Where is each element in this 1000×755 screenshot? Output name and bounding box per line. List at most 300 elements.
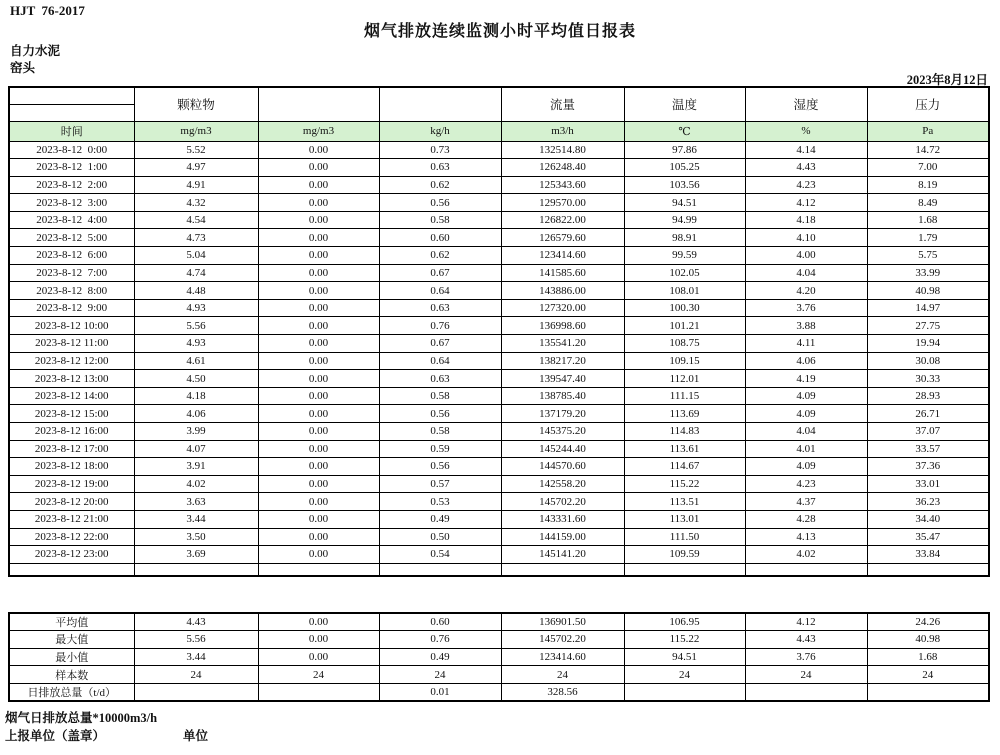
summary-value-cell: 24 <box>501 666 624 684</box>
unit-cell: kg/h <box>379 121 501 141</box>
empty-cell <box>134 563 258 576</box>
unit-cell: mg/m3 <box>258 121 379 141</box>
hour-row <box>9 299 989 317</box>
value-cell: 0.54 <box>379 546 501 564</box>
value-cell: 4.48 <box>134 282 258 300</box>
hour-row <box>9 335 989 353</box>
empty-cell <box>624 563 745 576</box>
value-cell: 99.59 <box>624 247 745 265</box>
unit-cell: mg/m3 <box>134 121 258 141</box>
summary-value-cell: 106.95 <box>624 613 745 631</box>
report-date: 2023年8月12日 <box>906 73 988 87</box>
hour-row <box>9 475 989 493</box>
value-cell: 105.25 <box>624 159 745 177</box>
hour-row <box>9 211 989 229</box>
time-cell: 2023-8-12 3:00 <box>9 194 134 212</box>
monitoring-point: 窑头 <box>10 61 36 75</box>
summary-value-cell: 4.43 <box>134 613 258 631</box>
hour-row <box>9 317 989 335</box>
value-cell: 138785.40 <box>501 387 624 405</box>
header-pm: 颗粒物 <box>134 87 258 121</box>
value-cell: 3.69 <box>134 546 258 564</box>
summary-row <box>9 613 989 631</box>
value-cell: 0.00 <box>258 264 379 282</box>
unit-cell: m3/h <box>501 121 624 141</box>
time-cell: 2023-8-12 2:00 <box>9 176 134 194</box>
table-header <box>9 87 989 141</box>
value-cell: 4.04 <box>745 423 867 441</box>
value-cell: 3.76 <box>745 299 867 317</box>
empty-cell <box>867 563 989 576</box>
value-cell: 113.69 <box>624 405 745 423</box>
value-cell: 100.30 <box>624 299 745 317</box>
unit-cell: Pa <box>867 121 989 141</box>
hour-row <box>9 159 989 177</box>
footer-unit-label: 单位 <box>183 729 209 743</box>
time-cell: 2023-8-12 1:00 <box>9 159 134 177</box>
value-cell: 111.50 <box>624 528 745 546</box>
value-cell: 0.00 <box>258 176 379 194</box>
summary-value-cell: 24 <box>379 666 501 684</box>
value-cell: 0.59 <box>379 440 501 458</box>
header-blank-cell <box>9 104 134 121</box>
value-cell: 142558.20 <box>501 475 624 493</box>
header-blank-cell <box>258 87 379 121</box>
value-cell: 14.97 <box>867 299 989 317</box>
value-cell: 0.50 <box>379 528 501 546</box>
value-cell: 4.18 <box>745 211 867 229</box>
hour-row <box>9 370 989 388</box>
value-cell: 0.56 <box>379 405 501 423</box>
value-cell: 37.07 <box>867 423 989 441</box>
value-cell: 0.00 <box>258 493 379 511</box>
hour-row <box>9 546 989 564</box>
value-cell: 115.22 <box>624 475 745 493</box>
summary-value-cell: 0.76 <box>379 631 501 649</box>
value-cell: 0.00 <box>258 510 379 528</box>
value-cell: 4.91 <box>134 176 258 194</box>
hour-row <box>9 194 989 212</box>
value-cell: 125343.60 <box>501 176 624 194</box>
summary-value-cell <box>624 683 745 701</box>
summary-value-cell: 1.68 <box>867 648 989 666</box>
value-cell: 0.00 <box>258 247 379 265</box>
value-cell: 126579.60 <box>501 229 624 247</box>
value-cell: 3.91 <box>134 458 258 476</box>
time-cell: 2023-8-12 9:00 <box>9 299 134 317</box>
value-cell: 4.02 <box>134 475 258 493</box>
value-cell: 109.59 <box>624 546 745 564</box>
time-cell: 2023-8-12 8:00 <box>9 282 134 300</box>
value-cell: 139547.40 <box>501 370 624 388</box>
value-cell: 4.97 <box>134 159 258 177</box>
value-cell: 0.00 <box>258 528 379 546</box>
summary-label-cell: 最小值 <box>9 648 134 666</box>
value-cell: 0.73 <box>379 141 501 159</box>
summary-table <box>8 612 990 702</box>
value-cell: 145375.20 <box>501 423 624 441</box>
value-cell: 5.52 <box>134 141 258 159</box>
value-cell: 35.47 <box>867 528 989 546</box>
value-cell: 8.49 <box>867 194 989 212</box>
value-cell: 0.67 <box>379 335 501 353</box>
value-cell: 5.75 <box>867 247 989 265</box>
time-cell: 2023-8-12 7:00 <box>9 264 134 282</box>
value-cell: 4.93 <box>134 299 258 317</box>
value-cell: 14.72 <box>867 141 989 159</box>
value-cell: 4.01 <box>745 440 867 458</box>
value-cell: 4.13 <box>745 528 867 546</box>
value-cell: 4.50 <box>134 370 258 388</box>
value-cell: 0.62 <box>379 176 501 194</box>
value-cell: 4.20 <box>745 282 867 300</box>
hour-row <box>9 176 989 194</box>
time-cell: 2023-8-12 11:00 <box>9 335 134 353</box>
value-cell: 4.61 <box>134 352 258 370</box>
summary-value-cell: 0.49 <box>379 648 501 666</box>
page-title: 烟气排放连续监测小时平均值日报表 <box>363 23 636 40</box>
value-cell: 4.93 <box>134 335 258 353</box>
hour-row <box>9 264 989 282</box>
time-cell: 2023-8-12 13:00 <box>9 370 134 388</box>
summary-label-cell: 日排放总量（t/d） <box>9 683 134 701</box>
value-cell: 0.00 <box>258 546 379 564</box>
hour-row <box>9 493 989 511</box>
value-cell: 102.05 <box>624 264 745 282</box>
value-cell: 0.67 <box>379 264 501 282</box>
value-cell: 4.06 <box>745 352 867 370</box>
hour-row <box>9 423 989 441</box>
empty-cell <box>501 563 624 576</box>
value-cell: 0.00 <box>258 194 379 212</box>
value-cell: 0.00 <box>258 405 379 423</box>
time-cell: 2023-8-12 21:00 <box>9 510 134 528</box>
summary-rows <box>9 613 989 701</box>
hour-row <box>9 141 989 159</box>
summary-value-cell: 0.01 <box>379 683 501 701</box>
value-cell: 4.10 <box>745 229 867 247</box>
value-cell: 0.56 <box>379 458 501 476</box>
value-cell: 126822.00 <box>501 211 624 229</box>
value-cell: 0.58 <box>379 211 501 229</box>
time-cell: 2023-8-12 10:00 <box>9 317 134 335</box>
value-cell: 112.01 <box>624 370 745 388</box>
value-cell: 4.54 <box>134 211 258 229</box>
value-cell: 3.50 <box>134 528 258 546</box>
value-cell: 4.02 <box>745 546 867 564</box>
value-cell: 5.56 <box>134 317 258 335</box>
header-humidity: 湿度 <box>745 87 867 121</box>
time-cell: 2023-8-12 14:00 <box>9 387 134 405</box>
value-cell: 4.32 <box>134 194 258 212</box>
value-cell: 33.57 <box>867 440 989 458</box>
value-cell: 123414.60 <box>501 247 624 265</box>
value-cell: 114.67 <box>624 458 745 476</box>
summary-value-cell: 0.00 <box>258 631 379 649</box>
value-cell: 0.60 <box>379 229 501 247</box>
value-cell: 1.68 <box>867 211 989 229</box>
value-cell: 0.64 <box>379 352 501 370</box>
time-cell: 2023-8-12 19:00 <box>9 475 134 493</box>
value-cell: 0.00 <box>258 387 379 405</box>
empty-cell <box>379 563 501 576</box>
time-cell: 2023-8-12 0:00 <box>9 141 134 159</box>
value-cell: 126248.40 <box>501 159 624 177</box>
summary-value-cell: 3.44 <box>134 648 258 666</box>
value-cell: 19.94 <box>867 335 989 353</box>
value-cell: 4.14 <box>745 141 867 159</box>
summary-row <box>9 666 989 684</box>
value-cell: 143331.60 <box>501 510 624 528</box>
value-cell: 103.56 <box>624 176 745 194</box>
summary-value-cell: 0.00 <box>258 613 379 631</box>
time-cell: 2023-8-12 22:00 <box>9 528 134 546</box>
value-cell: 4.23 <box>745 475 867 493</box>
value-cell: 94.99 <box>624 211 745 229</box>
time-cell: 2023-8-12 5:00 <box>9 229 134 247</box>
value-cell: 144570.60 <box>501 458 624 476</box>
value-cell: 4.11 <box>745 335 867 353</box>
value-cell: 30.33 <box>867 370 989 388</box>
spacer-rows <box>9 563 989 576</box>
summary-value-cell: 0.00 <box>258 648 379 666</box>
value-cell: 113.01 <box>624 510 745 528</box>
value-cell: 144159.00 <box>501 528 624 546</box>
summary-value-cell: 4.12 <box>745 613 867 631</box>
value-cell: 138217.20 <box>501 352 624 370</box>
summary-row <box>9 648 989 666</box>
unit-row <box>9 121 989 141</box>
value-cell: 4.18 <box>134 387 258 405</box>
hour-row <box>9 528 989 546</box>
hour-row <box>9 440 989 458</box>
header-flow: 流量 <box>501 87 624 121</box>
value-cell: 0.00 <box>258 335 379 353</box>
time-cell: 2023-8-12 18:00 <box>9 458 134 476</box>
summary-value-cell: 136901.50 <box>501 613 624 631</box>
hour-row <box>9 352 989 370</box>
value-cell: 0.57 <box>379 475 501 493</box>
company-name: 自力水泥 <box>10 44 61 58</box>
value-cell: 0.00 <box>258 370 379 388</box>
value-cell: 135541.20 <box>501 335 624 353</box>
value-cell: 0.58 <box>379 387 501 405</box>
value-cell: 7.00 <box>867 159 989 177</box>
summary-value-cell: 24 <box>134 666 258 684</box>
value-cell: 97.86 <box>624 141 745 159</box>
value-cell: 0.00 <box>258 423 379 441</box>
value-cell: 4.09 <box>745 458 867 476</box>
value-cell: 4.28 <box>745 510 867 528</box>
value-cell: 108.75 <box>624 335 745 353</box>
value-cell: 0.00 <box>258 458 379 476</box>
empty-cell <box>745 563 867 576</box>
summary-value-cell <box>134 683 258 701</box>
time-cell: 2023-8-12 16:00 <box>9 423 134 441</box>
value-cell: 4.00 <box>745 247 867 265</box>
value-cell: 4.09 <box>745 387 867 405</box>
value-cell: 8.19 <box>867 176 989 194</box>
value-cell: 0.56 <box>379 194 501 212</box>
value-cell: 0.00 <box>258 211 379 229</box>
value-cell: 127320.00 <box>501 299 624 317</box>
time-cell: 2023-8-12 23:00 <box>9 546 134 564</box>
value-cell: 34.40 <box>867 510 989 528</box>
standard-code: HJT 76-2017 <box>10 3 85 18</box>
value-cell: 3.63 <box>134 493 258 511</box>
value-cell: 3.88 <box>745 317 867 335</box>
value-cell: 4.74 <box>134 264 258 282</box>
value-cell: 0.63 <box>379 159 501 177</box>
value-cell: 4.07 <box>134 440 258 458</box>
summary-label-cell: 平均值 <box>9 613 134 631</box>
value-cell: 113.51 <box>624 493 745 511</box>
value-cell: 0.49 <box>379 510 501 528</box>
hour-row <box>9 247 989 265</box>
value-cell: 27.75 <box>867 317 989 335</box>
summary-value-cell: 24 <box>745 666 867 684</box>
summary-value-cell: 24.26 <box>867 613 989 631</box>
value-cell: 0.00 <box>258 282 379 300</box>
value-cell: 5.04 <box>134 247 258 265</box>
summary-value-cell: 145702.20 <box>501 631 624 649</box>
value-cell: 4.37 <box>745 493 867 511</box>
value-cell: 141585.60 <box>501 264 624 282</box>
summary-value-cell: 123414.60 <box>501 648 624 666</box>
summary-value-cell: 24 <box>867 666 989 684</box>
value-cell: 36.23 <box>867 493 989 511</box>
value-cell: 0.00 <box>258 159 379 177</box>
value-cell: 145244.40 <box>501 440 624 458</box>
footer-note: 烟气日排放总量*10000m3/h <box>5 711 158 725</box>
value-cell: 0.00 <box>258 229 379 247</box>
value-cell: 145141.20 <box>501 546 624 564</box>
value-cell: 101.21 <box>624 317 745 335</box>
summary-value-cell: 5.56 <box>134 631 258 649</box>
value-cell: 4.06 <box>134 405 258 423</box>
summary-value-cell <box>867 683 989 701</box>
value-cell: 3.99 <box>134 423 258 441</box>
value-cell: 114.83 <box>624 423 745 441</box>
value-cell: 37.36 <box>867 458 989 476</box>
value-cell: 0.63 <box>379 370 501 388</box>
value-cell: 0.53 <box>379 493 501 511</box>
value-cell: 0.58 <box>379 423 501 441</box>
summary-value-cell: 40.98 <box>867 631 989 649</box>
header-group-row <box>9 87 989 104</box>
empty-cell <box>9 563 134 576</box>
value-cell: 4.43 <box>745 159 867 177</box>
value-cell: 3.44 <box>134 510 258 528</box>
hour-row <box>9 405 989 423</box>
hour-row <box>9 282 989 300</box>
value-cell: 111.15 <box>624 387 745 405</box>
footer-report-unit: 上报单位（盖章） <box>5 729 106 743</box>
value-cell: 108.01 <box>624 282 745 300</box>
unit-cell: ℃ <box>624 121 745 141</box>
value-cell: 145702.20 <box>501 493 624 511</box>
value-cell: 132514.80 <box>501 141 624 159</box>
value-cell: 0.00 <box>258 440 379 458</box>
summary-value-cell: 4.43 <box>745 631 867 649</box>
hour-row <box>9 458 989 476</box>
value-cell: 1.79 <box>867 229 989 247</box>
value-cell: 28.93 <box>867 387 989 405</box>
header-pressure: 压力 <box>867 87 989 121</box>
summary-value-cell <box>745 683 867 701</box>
value-cell: 0.00 <box>258 141 379 159</box>
value-cell: 113.61 <box>624 440 745 458</box>
value-cell: 4.73 <box>134 229 258 247</box>
hour-row <box>9 387 989 405</box>
value-cell: 0.76 <box>379 317 501 335</box>
empty-row <box>9 563 989 576</box>
value-cell: 30.08 <box>867 352 989 370</box>
summary-value-cell: 24 <box>258 666 379 684</box>
value-cell: 0.00 <box>258 475 379 493</box>
value-cell: 0.00 <box>258 352 379 370</box>
value-cell: 4.19 <box>745 370 867 388</box>
value-cell: 136998.60 <box>501 317 624 335</box>
header-blank-cell <box>9 87 134 104</box>
summary-value-cell: 328.56 <box>501 683 624 701</box>
summary-label-cell: 样本数 <box>9 666 134 684</box>
hour-rows <box>9 141 989 563</box>
hourly-data-table <box>8 86 990 577</box>
value-cell: 98.91 <box>624 229 745 247</box>
header-blank-cell <box>379 87 501 121</box>
value-cell: 4.04 <box>745 264 867 282</box>
value-cell: 137179.20 <box>501 405 624 423</box>
value-cell: 129570.00 <box>501 194 624 212</box>
time-column-label: 时间 <box>9 121 134 141</box>
summary-value-cell: 24 <box>624 666 745 684</box>
value-cell: 143886.00 <box>501 282 624 300</box>
value-cell: 94.51 <box>624 194 745 212</box>
time-cell: 2023-8-12 17:00 <box>9 440 134 458</box>
summary-label-cell: 最大值 <box>9 631 134 649</box>
value-cell: 40.98 <box>867 282 989 300</box>
time-cell: 2023-8-12 15:00 <box>9 405 134 423</box>
summary-value-cell: 94.51 <box>624 648 745 666</box>
header-temperature: 温度 <box>624 87 745 121</box>
value-cell: 4.12 <box>745 194 867 212</box>
hour-row <box>9 229 989 247</box>
value-cell: 26.71 <box>867 405 989 423</box>
unit-cell: % <box>745 121 867 141</box>
time-cell: 2023-8-12 12:00 <box>9 352 134 370</box>
value-cell: 0.62 <box>379 247 501 265</box>
summary-value-cell: 115.22 <box>624 631 745 649</box>
time-cell: 2023-8-12 20:00 <box>9 493 134 511</box>
value-cell: 33.01 <box>867 475 989 493</box>
value-cell: 0.00 <box>258 299 379 317</box>
value-cell: 0.64 <box>379 282 501 300</box>
value-cell: 33.84 <box>867 546 989 564</box>
value-cell: 109.15 <box>624 352 745 370</box>
empty-cell <box>258 563 379 576</box>
value-cell: 0.63 <box>379 299 501 317</box>
summary-row <box>9 683 989 701</box>
value-cell: 4.23 <box>745 176 867 194</box>
hour-row <box>9 510 989 528</box>
summary-value-cell: 0.60 <box>379 613 501 631</box>
value-cell: 0.00 <box>258 317 379 335</box>
time-cell: 2023-8-12 6:00 <box>9 247 134 265</box>
summary-value-cell <box>258 683 379 701</box>
value-cell: 4.09 <box>745 405 867 423</box>
summary-row <box>9 631 989 649</box>
